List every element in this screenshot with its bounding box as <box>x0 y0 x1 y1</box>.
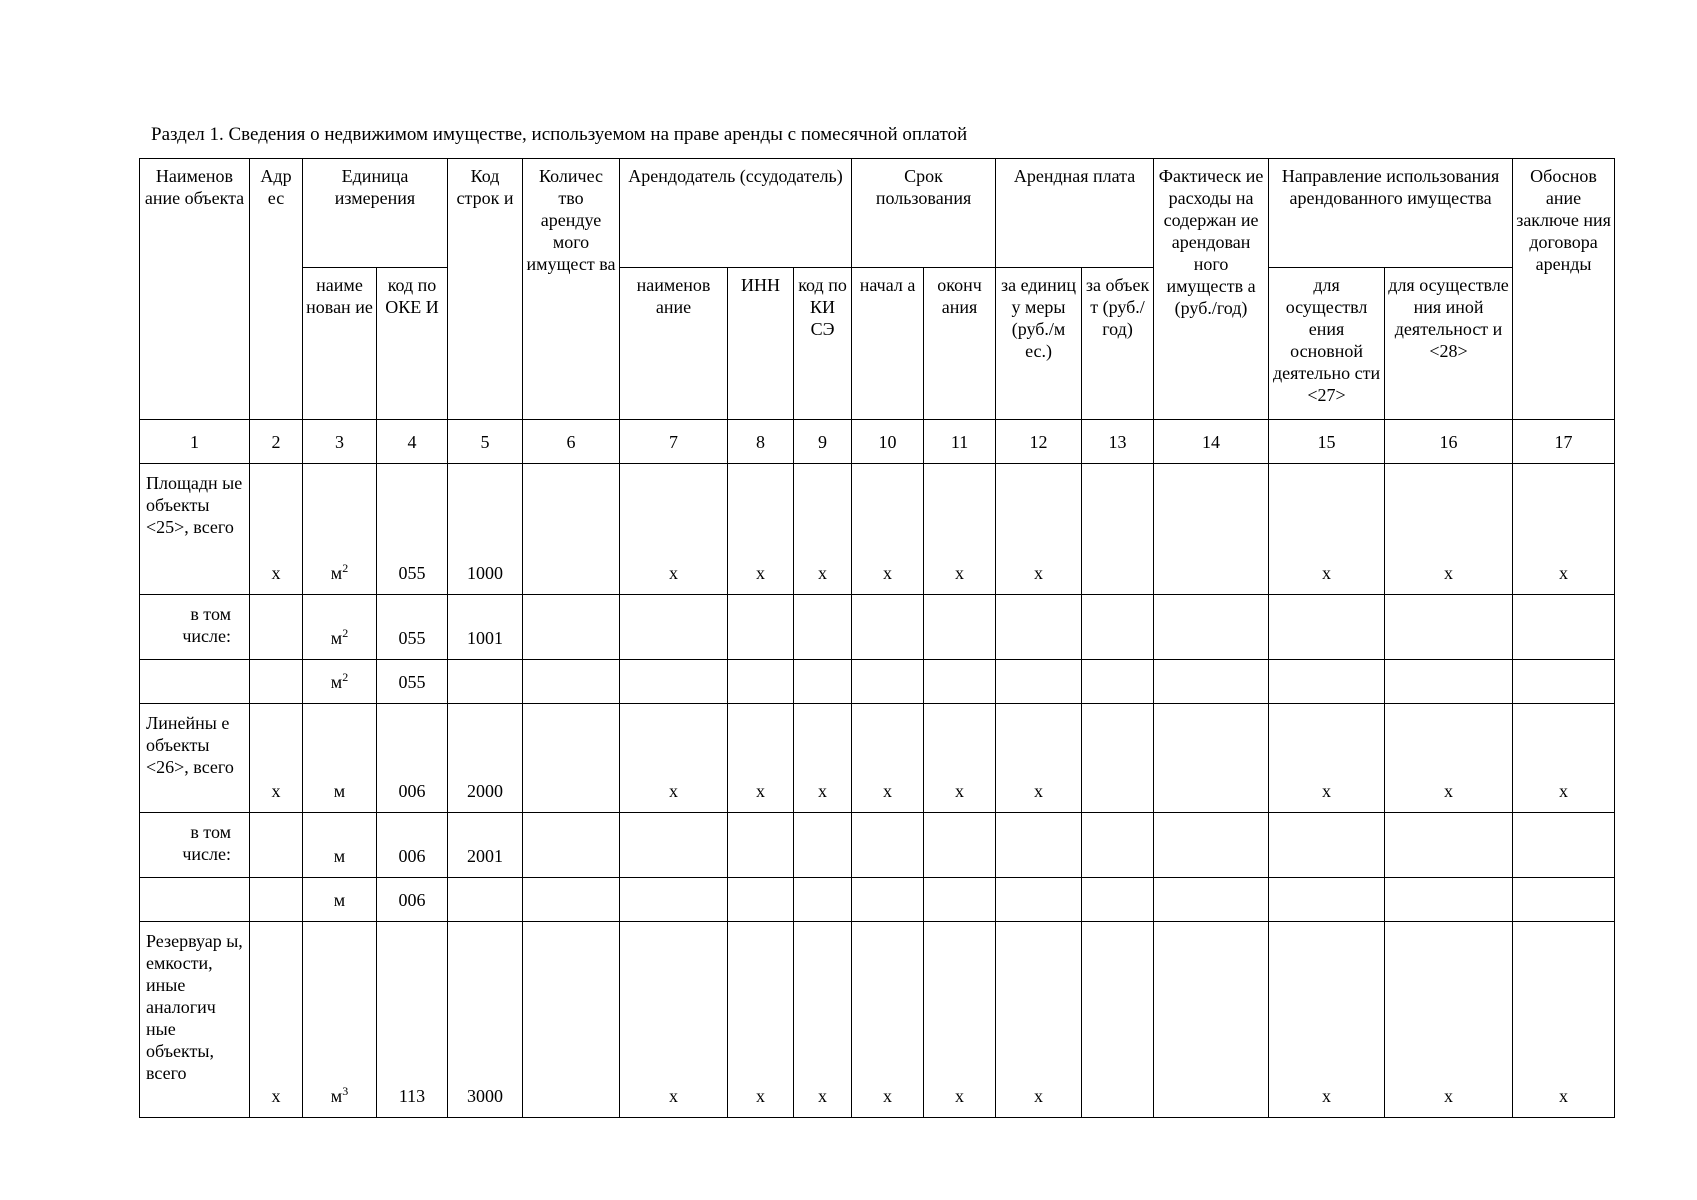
cell-term-start <box>852 595 924 660</box>
cell-address: х <box>250 922 303 1118</box>
row-name <box>140 464 250 595</box>
column-number: 6 <box>523 420 620 464</box>
column-number: 1 <box>140 420 250 464</box>
cell-okei: 055 <box>377 660 448 704</box>
real-estate-lease-table <box>139 158 1615 1118</box>
cell-line-code <box>448 660 523 704</box>
header-unit-okei: код по ОКЕ И <box>377 268 448 420</box>
header-usage-other: для осуществле ния иной деятельност и <28> <box>1385 268 1513 420</box>
column-number: 2 <box>250 420 303 464</box>
cell-quantity <box>523 813 620 878</box>
header-quantity: Количес тво арендуе мого имущест ва <box>523 159 620 420</box>
cell-lessor-inn: х <box>728 464 794 595</box>
row-name: в том числе: <box>140 813 250 878</box>
cell-unit <box>303 660 377 704</box>
cell-lessor-inn <box>728 660 794 704</box>
unit-superscript: 2 <box>342 670 349 684</box>
table-row <box>140 878 1615 922</box>
column-number: 12 <box>996 420 1082 464</box>
cell-lessor-kise <box>794 660 852 704</box>
cell-usage-other: х <box>1385 922 1513 1118</box>
header-rent: Арендная плата <box>996 159 1154 268</box>
unit-text: м <box>330 1086 343 1106</box>
cell-term-start <box>852 878 924 922</box>
cell-term-end <box>924 878 996 922</box>
cell-usage-other: х <box>1385 464 1513 595</box>
cell-term-start: х <box>852 704 924 813</box>
unit-text: м <box>330 563 343 583</box>
cell-justification: х <box>1513 704 1615 813</box>
cell-rent-per-unit <box>996 595 1082 660</box>
cell-address: х <box>250 704 303 813</box>
header-actual-costs: Фактическ ие расходы на содержан ие арендован ного имуществ а (руб./год) <box>1154 159 1269 420</box>
cell-rent-per-unit: х <box>996 704 1082 813</box>
cell-usage-main <box>1269 813 1385 878</box>
row-name: в том числе: <box>140 595 250 660</box>
unit-text: м <box>330 628 343 648</box>
row-name <box>140 878 250 922</box>
header-lessor-kise: код по КИ СЭ <box>794 268 852 420</box>
cell-term-end: х <box>924 922 996 1118</box>
cell-term-end <box>924 595 996 660</box>
cell-line-code: 2001 <box>448 813 523 878</box>
cell-lessor-name: х <box>620 704 728 813</box>
cell-okei: 055 <box>377 464 448 595</box>
cell-quantity <box>523 704 620 813</box>
cell-usage-main <box>1269 878 1385 922</box>
cell-quantity <box>523 660 620 704</box>
cell-lessor-name: х <box>620 464 728 595</box>
unit-superscript: 3 <box>342 1084 349 1098</box>
header-name: Наименов ание объекта <box>140 159 250 420</box>
column-number: 11 <box>924 420 996 464</box>
cell-lessor-name <box>620 595 728 660</box>
row-name-text: Резервуар ы, емкости, иные аналогич ные объекты, всего <box>146 931 243 1083</box>
cell-lessor-name: х <box>620 922 728 1118</box>
header-term-end: оконч ания <box>924 268 996 420</box>
cell-okei: 006 <box>377 704 448 813</box>
column-number: 14 <box>1154 420 1269 464</box>
column-number: 5 <box>448 420 523 464</box>
column-number: 16 <box>1385 420 1513 464</box>
cell-address <box>250 660 303 704</box>
cell-actual-costs <box>1154 878 1269 922</box>
unit-superscript: 2 <box>342 561 349 575</box>
row-name-text: Линейны е объекты <26>, всего <box>146 713 234 777</box>
section-title: Раздел 1. Сведения о недвижимом имуществе, используемом на праве аренды с помесячной оплатой <box>151 124 968 145</box>
cell-rent-per-object <box>1082 813 1154 878</box>
cell-term-end: х <box>924 704 996 813</box>
unit-superscript: 2 <box>342 626 349 640</box>
cell-justification: х <box>1513 464 1615 595</box>
cell-term-end: х <box>924 464 996 595</box>
cell-line-code: 2000 <box>448 704 523 813</box>
cell-justification <box>1513 878 1615 922</box>
cell-unit <box>303 595 377 660</box>
cell-actual-costs <box>1154 595 1269 660</box>
cell-rent-per-object <box>1082 922 1154 1118</box>
cell-term-start: х <box>852 464 924 595</box>
cell-rent-per-unit <box>996 878 1082 922</box>
cell-lessor-name <box>620 660 728 704</box>
cell-unit <box>303 704 377 813</box>
cell-rent-per-object <box>1082 704 1154 813</box>
cell-line-code: 1001 <box>448 595 523 660</box>
column-number: 9 <box>794 420 852 464</box>
table-row <box>140 464 1615 595</box>
column-number: 7 <box>620 420 728 464</box>
header-usage-main: для осуществл ения основной деятельно сти <27> <box>1269 268 1385 420</box>
unit-text: м <box>333 890 346 910</box>
cell-rent-per-object <box>1082 660 1154 704</box>
cell-lessor-kise: х <box>794 704 852 813</box>
cell-justification: х <box>1513 922 1615 1118</box>
cell-okei: 055 <box>377 595 448 660</box>
cell-term-end <box>924 813 996 878</box>
cell-lessor-name <box>620 813 728 878</box>
header-address: Адр ес <box>250 159 303 420</box>
cell-term-end <box>924 660 996 704</box>
row-name <box>140 704 250 813</box>
cell-term-start <box>852 813 924 878</box>
unit-text: м <box>333 781 346 801</box>
cell-rent-per-object <box>1082 464 1154 595</box>
header-unit-name: наиме нован ие <box>303 268 377 420</box>
cell-actual-costs <box>1154 660 1269 704</box>
cell-lessor-kise: х <box>794 922 852 1118</box>
cell-lessor-inn <box>728 595 794 660</box>
cell-line-code <box>448 878 523 922</box>
cell-rent-per-object <box>1082 595 1154 660</box>
cell-actual-costs <box>1154 704 1269 813</box>
cell-term-start <box>852 660 924 704</box>
cell-okei: 113 <box>377 922 448 1118</box>
cell-rent-per-object <box>1082 878 1154 922</box>
cell-address: х <box>250 464 303 595</box>
cell-rent-per-unit: х <box>996 464 1082 595</box>
cell-lessor-kise <box>794 878 852 922</box>
header-lessor-name: наименов ание <box>620 268 728 420</box>
column-number: 15 <box>1269 420 1385 464</box>
cell-lessor-kise <box>794 595 852 660</box>
cell-actual-costs <box>1154 813 1269 878</box>
table-row <box>140 813 1615 878</box>
header-justification: Обоснов ание заключе ния договора аренды <box>1513 159 1615 420</box>
cell-address <box>250 813 303 878</box>
cell-lessor-inn <box>728 878 794 922</box>
row-name <box>140 922 250 1118</box>
cell-quantity <box>523 464 620 595</box>
cell-rent-per-unit <box>996 813 1082 878</box>
cell-usage-main <box>1269 660 1385 704</box>
cell-usage-main: х <box>1269 922 1385 1118</box>
cell-actual-costs <box>1154 464 1269 595</box>
table-row <box>140 922 1615 1118</box>
cell-usage-main <box>1269 595 1385 660</box>
cell-unit <box>303 464 377 595</box>
unit-text: м <box>330 672 343 692</box>
row-name-text: Площадн ые объекты <25>, всего <box>146 473 243 537</box>
table-row <box>140 660 1615 704</box>
cell-address <box>250 595 303 660</box>
cell-unit <box>303 922 377 1118</box>
cell-lessor-name <box>620 878 728 922</box>
column-number: 8 <box>728 420 794 464</box>
cell-term-start: х <box>852 922 924 1118</box>
cell-justification <box>1513 595 1615 660</box>
cell-quantity <box>523 595 620 660</box>
header-rent-per-object: за объек т (руб./ год) <box>1082 268 1154 420</box>
cell-unit <box>303 878 377 922</box>
cell-rent-per-unit: х <box>996 922 1082 1118</box>
header-unit: Единица измерения <box>303 159 448 268</box>
cell-usage-main: х <box>1269 464 1385 595</box>
cell-line-code: 3000 <box>448 922 523 1118</box>
cell-lessor-kise <box>794 813 852 878</box>
table-row <box>140 704 1615 813</box>
cell-lessor-inn: х <box>728 922 794 1118</box>
header-term-start: начал а <box>852 268 924 420</box>
header-lessor: Арендодатель (ссудодатель) <box>620 159 852 268</box>
header-rent-per-unit: за единиц у меры (руб./м ес.) <box>996 268 1082 420</box>
column-number: 17 <box>1513 420 1615 464</box>
cell-justification <box>1513 660 1615 704</box>
cell-usage-other <box>1385 878 1513 922</box>
header-usage: Направление использования арендованного имущества <box>1269 159 1513 268</box>
cell-address <box>250 878 303 922</box>
column-number: 4 <box>377 420 448 464</box>
cell-justification <box>1513 813 1615 878</box>
column-numbers-row <box>140 420 1615 464</box>
cell-quantity <box>523 878 620 922</box>
cell-okei: 006 <box>377 878 448 922</box>
column-number: 3 <box>303 420 377 464</box>
unit-text: м <box>333 846 346 866</box>
cell-lessor-inn <box>728 813 794 878</box>
column-number: 10 <box>852 420 924 464</box>
row-name <box>140 660 250 704</box>
header-term: Срок пользования <box>852 159 996 268</box>
cell-rent-per-unit <box>996 660 1082 704</box>
cell-line-code: 1000 <box>448 464 523 595</box>
cell-actual-costs <box>1154 922 1269 1118</box>
cell-usage-other: х <box>1385 704 1513 813</box>
cell-quantity <box>523 922 620 1118</box>
cell-usage-other <box>1385 813 1513 878</box>
cell-lessor-kise: х <box>794 464 852 595</box>
table-row <box>140 595 1615 660</box>
header-line-code: Код строк и <box>448 159 523 420</box>
header-lessor-inn: ИНН <box>728 268 794 420</box>
cell-okei: 006 <box>377 813 448 878</box>
cell-usage-main: х <box>1269 704 1385 813</box>
cell-usage-other <box>1385 660 1513 704</box>
cell-unit <box>303 813 377 878</box>
cell-lessor-inn: х <box>728 704 794 813</box>
cell-usage-other <box>1385 595 1513 660</box>
column-number: 13 <box>1082 420 1154 464</box>
